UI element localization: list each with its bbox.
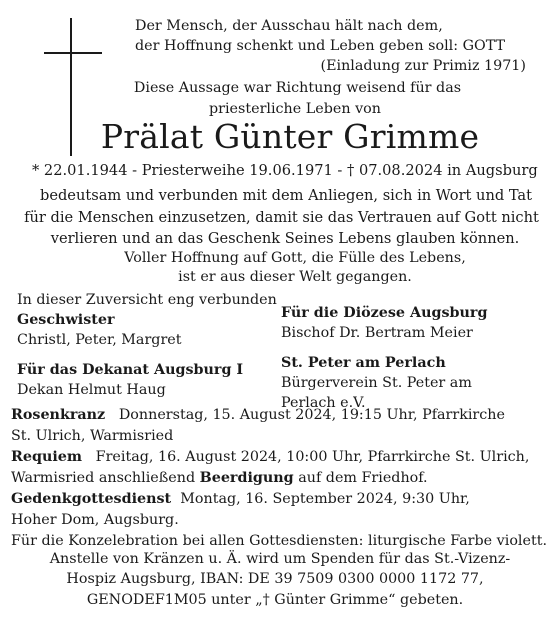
deceased-name-text: Prälat Günter Grimme [100,117,480,156]
gedenk-label: Gedenkgottesdienst [11,491,172,507]
intro-line-2: priesterliche Leben von [209,101,381,117]
mourners-left-column [17,290,282,400]
rosenkranz-label: Rosenkranz [11,407,106,423]
quote-line-1: Der Mensch, der Ausschau hält nach dem, [135,18,443,34]
intro-line-1: Diese Aussage war Richtung weisend für das [133,80,462,96]
siblings-names: Christl, Peter, Margret [17,332,182,348]
gedenk-line-2: Hoher Dom, Augsburg. [11,512,179,528]
services-schedule [11,405,546,552]
intro-text [0,78,550,120]
diocese-title: Für die Diözese Augsburg [281,305,488,321]
gedenk-line-1 [11,489,546,510]
donation-line-1: Anstelle von Kränzen u. Ä. wird um Spenden für das St.-Vizenz- [49,551,511,567]
deanery-names: Dekan Helmut Haug [17,382,166,398]
life-dates: * 22.01.1944 - Priesterweihe 19.06.1971 - † 07.08.2024 in Augsburg [32,162,538,179]
requiem-text: Freitag, 16. August 2024, 10:00 Uhr, Pfarrkirche St. Ulrich, [95,449,530,465]
requiem-line-1 [11,447,546,468]
quote-line-2: der Hoffnung schenkt und Leben geben soll: GOTT [135,38,506,54]
siblings-title: Geschwister [17,312,115,328]
hope-text [0,249,550,287]
tribute-line-3: verlieren und an das Geschenk Seines Lebens glauben können. [50,230,520,247]
tribute-line-2: für die Menschen einzusetzen, damit sie das Vertrauen auf Gott nicht [24,208,539,226]
deceased-name [0,118,550,156]
opening-quote [125,16,530,76]
tribute-line-1: bedeutsam und verbunden mit dem Anliegen, sich in Wort und Tat [39,187,532,204]
diocese-names: Bischof Dr. Bertram Meier [281,325,473,341]
mourners-right-column [281,303,541,413]
donation-note [0,549,550,610]
tribute-text [0,185,550,250]
hope-line-2: ist er aus dieser Welt gegangen. [178,269,412,285]
konzelebration-note: Für die Konzelebration bei allen Gottesdiensten: liturgische Farbe violett. [11,533,548,549]
gedenk-text: Montag, 16. September 2024, 9:30 Uhr, [180,491,470,507]
donation-line-3: GENODEF1M05 unter „† Günter Grimme“ gebeten. [86,591,464,608]
deanery-title: Für das Dekanat Augsburg I [17,362,244,378]
requiem-line-2: Warmisried anschließend Beerdigung auf dem Friedhof. [11,470,428,486]
perlach-line-2: Perlach e.V. [281,395,366,411]
perlach-line-1: Bürgerverein St. Peter am [281,375,472,391]
rosenkranz-line-2: St. Ulrich, Warmisried [11,428,174,444]
mourners-intro: In dieser Zuversicht eng verbunden [17,292,277,308]
perlach-title: St. Peter am Perlach [281,355,446,371]
rosenkranz-line-1 [11,405,546,426]
beerdigung-label: Beerdigung [199,470,294,486]
rosenkranz-text: Donnerstag, 15. August 2024, 19:15 Uhr, Pfarrkirche [118,407,505,423]
requiem-label: Requiem [11,449,83,465]
hope-line-1: Voller Hoffnung auf Gott, die Fülle des Lebens, [124,250,466,266]
quote-source: (Einladung zur Primiz 1971) [320,58,526,74]
donation-line-2: Hospiz Augsburg, IBAN: DE 39 7509 0300 0000 1172 77, [66,571,484,588]
